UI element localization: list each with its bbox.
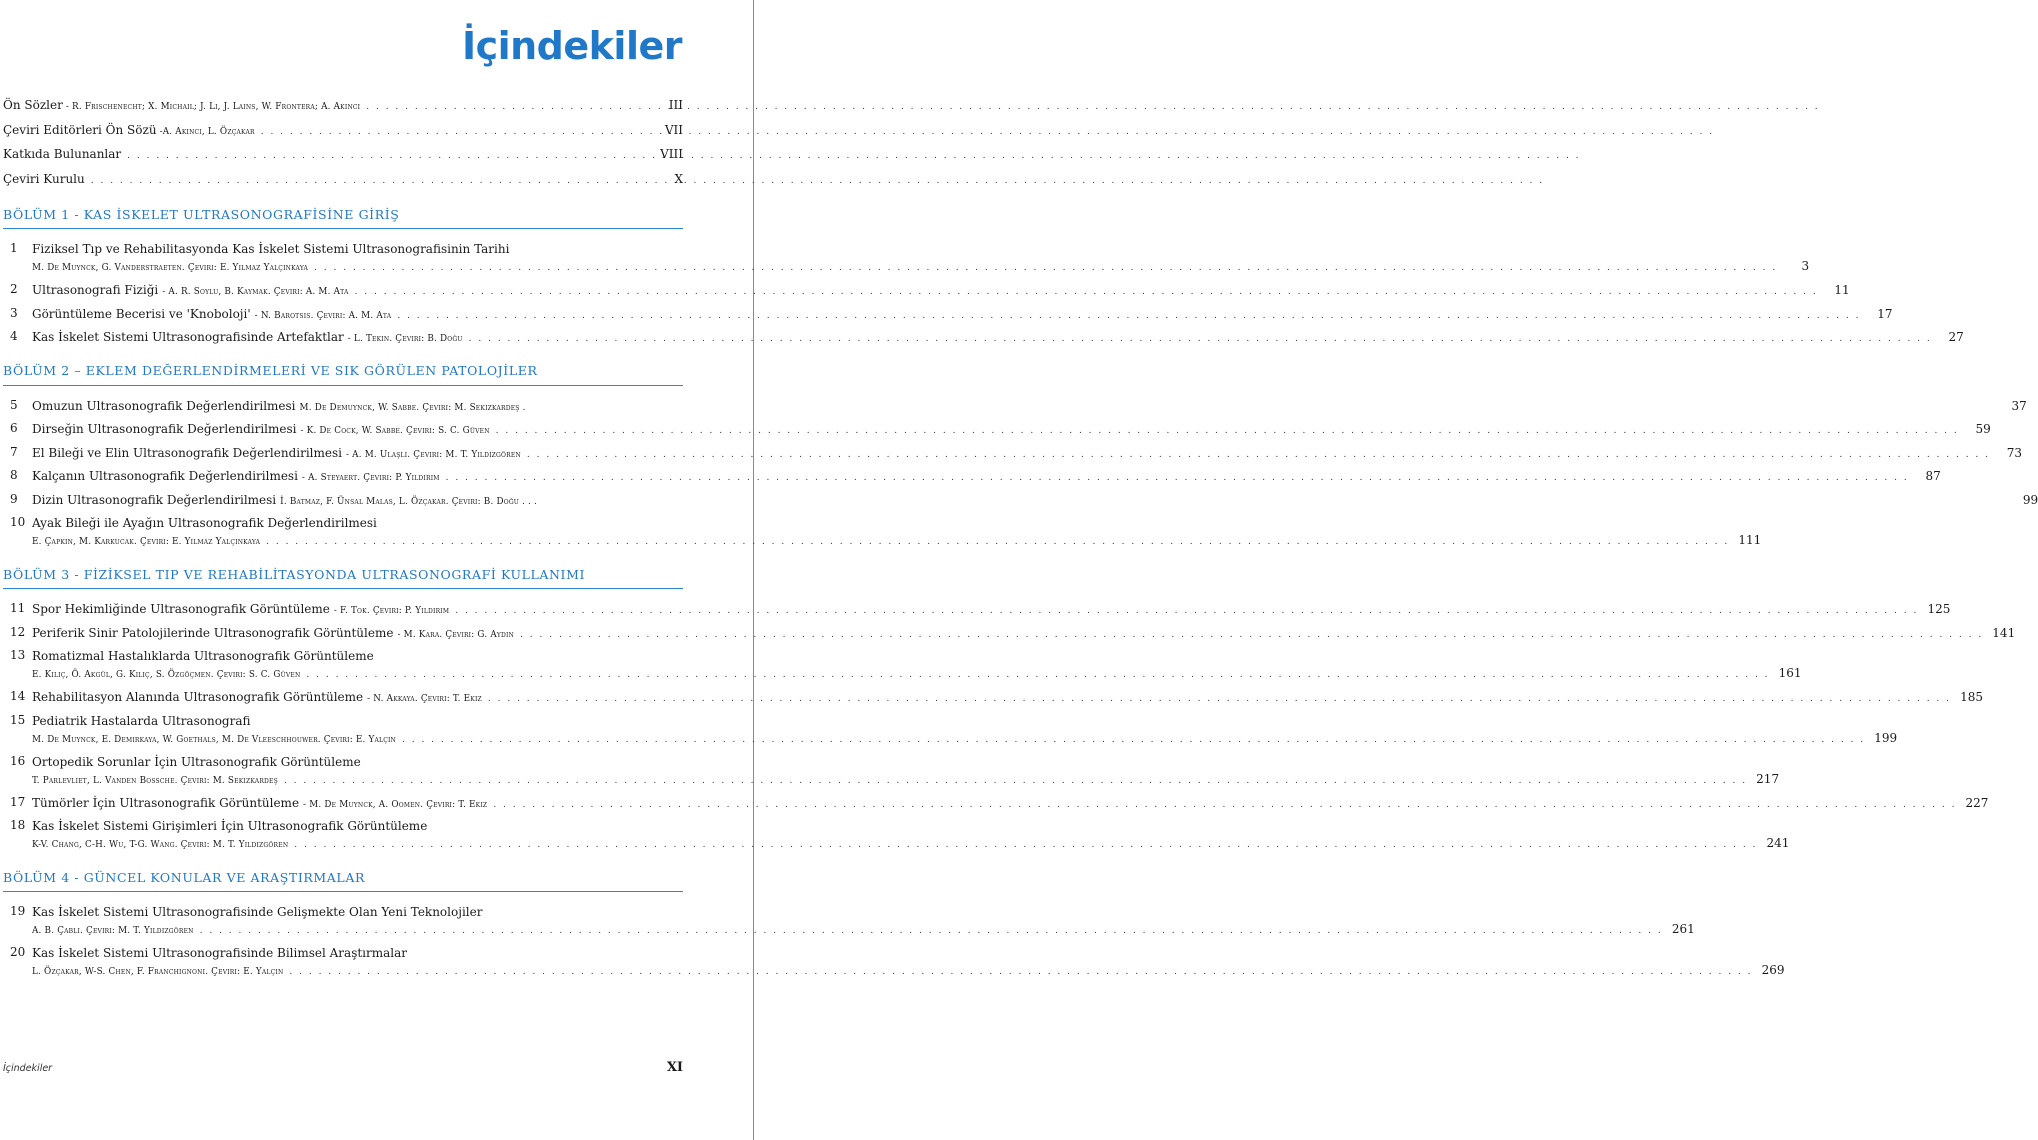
chapter-page: 217 — [1756, 771, 1780, 786]
chapter-page: 141 — [1992, 625, 2016, 640]
toc-chapter-11[interactable] — [10, 601, 1951, 625]
toc-front-matter-translation-preface[interactable] — [3, 123, 683, 148]
toc-chapter-2[interactable] — [10, 282, 1850, 306]
toc-chapter-14[interactable] — [10, 689, 1984, 713]
toc-chapter-16[interactable] — [10, 753, 1780, 795]
leader-dots — [496, 423, 1959, 439]
chapter-page: 227 — [1965, 795, 1989, 810]
entry-page: VIII — [660, 147, 683, 161]
leader-dots — [91, 174, 653, 189]
toc-chapter-6[interactable] — [10, 421, 1991, 445]
leader-dots — [355, 284, 1818, 300]
chapter-number: 9 — [10, 491, 18, 506]
chapter-authors: A. B. Çablı. Çeviri: M. T. Yıldızgören — [32, 926, 194, 936]
chapter-number: 10 — [10, 515, 26, 529]
chapter-page: 111 — [1738, 533, 1762, 547]
chapter-number: 3 — [10, 305, 18, 320]
chapter-title: Spor Hekimliğinde Ultrasonografik Görüntüleme — [32, 602, 330, 616]
chapter-page: 17 — [1877, 306, 1893, 321]
chapter-title: Ayak Bileği ile Ayağın Ultrasonografik Değerlendirilmesi — [32, 516, 377, 530]
leader-dots — [366, 100, 653, 115]
leader-dots — [397, 308, 1860, 324]
chapter-number: 20 — [10, 945, 26, 959]
leader-dots — [284, 772, 1747, 790]
chapter-authors: - A. M. Ulaşlı. Çeviri: M. T. Yıldızgören — [346, 449, 521, 460]
toc-chapter-18[interactable] — [10, 818, 1790, 859]
toc-chapter-13[interactable] — [10, 648, 1802, 689]
chapter-number: 8 — [10, 468, 18, 482]
toc-chapter-20[interactable] — [10, 945, 1785, 986]
chapter-title: Tümörler İçin Ultrasonografik Görüntüleme — [32, 795, 300, 810]
chapter-title: Fiziksel Tıp ve Rehabilitasyonda Kas İskelet Sistemi Ultrasonografisinin Tarihi — [32, 242, 510, 256]
entry-title: Çeviri Editörleri Ön Sözü — [3, 122, 157, 137]
entry-authors: - R. Frischenecht; X. Michail; J. Li, J. Lains, W. Frontera; A. Akıncı — [65, 102, 361, 112]
chapter-page: 59 — [1975, 422, 1991, 436]
toc-front-matter-preface[interactable] — [3, 98, 683, 123]
chapter-page: 73 — [2006, 445, 2023, 460]
chapter-authors: - A. R. Soylu, B. Kaymak. Çeviri: A. M. Ata — [162, 287, 349, 297]
chapter-number: 4 — [10, 329, 18, 343]
chapter-page: 27 — [1948, 330, 1964, 344]
leader-dots — [527, 447, 1990, 463]
toc-chapter-3[interactable] — [10, 305, 1893, 330]
chapter-page: 11 — [1834, 283, 1850, 297]
chapter-page: 37 — [2011, 398, 2027, 413]
running-footer-title: İçindekiler — [3, 1063, 53, 1074]
chapter-authors: K-V. Chang, C-H. Wu, T-G. Wang. Çeviri: M. T. Yıldızgören — [32, 840, 289, 850]
leader-dots — [289, 963, 1752, 981]
chapter-number: 19 — [10, 904, 26, 918]
leader-dots — [306, 666, 1769, 684]
chapter-title: Ultrasonografi Fiziği — [32, 283, 159, 297]
entry-page: X — [674, 171, 683, 186]
chapter-authors: - N. Akkaya. Çeviri: T. Ekiz — [367, 694, 482, 704]
chapter-title: Ortopedik Sorunlar İçin Ultrasonografik Görüntüleme — [32, 754, 361, 769]
toc-chapter-7[interactable] — [10, 444, 2023, 469]
leader-dots — [493, 797, 1956, 813]
chapter-page: 199 — [1874, 730, 1898, 745]
chapter-number: 15 — [10, 712, 26, 727]
section-heading-2[interactable]: BÖLÜM 2 – EKLEM DEĞERLENDİRMELERİ VE SIK GÖRÜLEN PATOLOJİLER — [3, 357, 683, 386]
section-heading-3[interactable]: BÖLÜM 3 - FİZİKSEL TIP VE REHABİLİTASYONDA ULTRASONOGRAFİ KULLANIMI — [3, 560, 683, 589]
chapter-page: 99 — [2022, 492, 2038, 507]
leader-dots — [402, 731, 1865, 749]
toc-chapter-15[interactable] — [10, 712, 1898, 754]
entry-page: VII — [664, 122, 683, 137]
chapter-title: Rehabilitasyon Alanında Ultrasonografik Görüntüleme — [32, 690, 364, 704]
leader-dots — [520, 627, 1983, 643]
chapter-title: Romatizmal Hastalıklarda Ultrasonografik Görüntüleme — [32, 649, 374, 663]
chapter-title: Kas İskelet Sistemi Ultrasonografisinde Bilimsel Araştırmalar — [32, 946, 408, 960]
leader-dots — [314, 259, 1777, 277]
leader-dots — [446, 470, 1909, 486]
toc-chapter-17[interactable] — [10, 794, 1989, 819]
chapter-title: Kas İskelet Sistemi Girişimleri İçin Ultrasonografik Görüntüleme — [32, 819, 428, 833]
chapter-authors: İ. Batmaz, F. Ünsal Malas, L. Özçakar. Çeviri: B. Doğu . . . — [280, 496, 538, 507]
leader-dots — [455, 603, 1918, 619]
chapter-number: 5 — [10, 397, 18, 412]
chapter-authors: - A. Steyaert. Çeviri: P. Yıldırım — [301, 473, 440, 483]
chapter-title: Kas İskelet Sistemi Ultrasonografisinde Gelişmekte Olan Yeni Teknolojiler — [32, 905, 483, 919]
leader-dots — [261, 125, 653, 140]
chapter-authors: M. De Muynck, E. Demirkaya, W. Goethals, M. De Vleeschhouwer. Çeviri: E. Yalçın — [32, 734, 397, 745]
toc-chapter-8[interactable] — [10, 468, 1941, 492]
leader-dots — [200, 922, 1663, 940]
chapter-title: Pediatrik Hastalarda Ultrasonografi — [32, 713, 251, 728]
chapter-page: 269 — [1761, 963, 1785, 977]
toc-chapter-12[interactable] — [10, 624, 2016, 649]
chapter-authors: E. Kılıç, Ö. Akgül, G. Kılıç, S. Özgöçmen. Çeviri: S. C. Güven — [32, 670, 301, 680]
chapter-page: 261 — [1671, 922, 1695, 936]
chapter-number: 2 — [10, 282, 18, 296]
chapter-title: Periferik Sinir Patolojilerinde Ultrasonografik Görüntüleme — [32, 625, 394, 640]
section-heading-1[interactable]: BÖLÜM 1 - KAS İSKELET ULTRASONOGRAFİSİNE GİRİŞ — [3, 200, 683, 229]
chapter-authors: - F. Tok. Çeviri: P. Yıldırım — [333, 606, 450, 616]
chapter-page: 185 — [1960, 690, 1984, 704]
chapter-number: 11 — [10, 601, 26, 615]
table-of-contents — [3, 98, 2038, 986]
leader-dots — [488, 691, 1951, 707]
toc-chapter-5[interactable] — [10, 397, 2027, 422]
toc-chapter-19[interactable] — [10, 904, 1695, 945]
section-heading-4[interactable]: BÖLÜM 4 - GÜNCEL KONULAR VE ARAŞTIRMALAR — [3, 863, 683, 892]
chapter-number: 17 — [10, 794, 26, 809]
entry-title: Katkıda Bulunanlar — [3, 147, 122, 161]
chapter-number: 18 — [10, 818, 26, 832]
toc-front-matter-translation-board[interactable] — [3, 172, 683, 197]
chapter-number: 13 — [10, 648, 26, 662]
chapter-title: El Bileği ve Elin Ultrasonografik Değerlendirilmesi — [32, 445, 342, 460]
leader-dots — [266, 533, 1729, 551]
leader-dots — [294, 836, 1757, 854]
chapter-page: 3 — [1801, 259, 1810, 273]
chapter-number: 16 — [10, 753, 26, 768]
chapter-authors: M. De Muynck, G. Vanderstraeten. Çeviri: E. Yılmaz Yalçınkaya — [32, 263, 309, 273]
chapter-number: 12 — [10, 624, 26, 639]
chapter-authors: - L. Tekin. Çeviri: B. Doğu — [347, 334, 463, 344]
leader-dots — [127, 149, 653, 164]
toc-chapter-4[interactable] — [10, 329, 1964, 353]
chapter-number: 14 — [10, 689, 26, 703]
entry-page: III — [668, 98, 683, 112]
chapter-page: 241 — [1766, 836, 1790, 850]
chapter-authors: E. Çapkın, M. Karkucak. Çeviri: E. Yılmaz Yalçınkaya — [32, 537, 261, 547]
chapter-authors: - N. Barotsis. Çeviri: A. M. Ata — [254, 310, 392, 321]
chapter-title: Kalçanın Ultrasonografik Değerlendirilmesi — [32, 469, 298, 483]
chapter-authors: - M. De Muynck, A. Oomen. Çeviri: T. Ekiz — [303, 799, 488, 810]
toc-front-matter-contributors[interactable] — [3, 147, 683, 172]
toc-chapter-10[interactable] — [10, 515, 1762, 556]
chapter-authors: T. Parlevliet, L. Vanden Bossche. Çeviri: M. Sekizkardeş — [32, 775, 278, 786]
entry-title: Çeviri Kurulu — [3, 171, 85, 186]
chapter-authors: L. Özçakar, W-S. Chen, F. Franchignoni. Çeviri: E. Yalçın — [32, 967, 284, 977]
chapter-title: Omuzun Ultrasonografik Değerlendirilmesi — [32, 398, 296, 413]
page-footer — [3, 1060, 683, 1075]
chapter-page: 161 — [1778, 666, 1802, 680]
chapter-page: 125 — [1927, 602, 1951, 616]
toc-chapter-1[interactable] — [10, 241, 1810, 282]
chapter-page: 87 — [1925, 469, 1941, 483]
chapter-title: Kas İskelet Sistemi Ultrasonografisinde Artefaktlar — [32, 330, 344, 344]
chapter-authors: - K. De Cock, W. Sabbe. Çeviri: S. C. Güven — [300, 426, 490, 436]
chapter-number: 7 — [10, 444, 18, 459]
page-title: İçindekiler — [461, 24, 682, 68]
chapter-title: Dirseğin Ultrasonografik Değerlendirilmesi — [32, 422, 297, 436]
chapter-number: 1 — [10, 241, 18, 255]
entry-authors: -A. Akıncı, L. Özçakar — [159, 126, 255, 137]
toc-chapter-9[interactable] — [10, 491, 2038, 516]
chapter-number: 6 — [10, 421, 18, 435]
chapter-title: Görüntüleme Becerisi ve 'Knoboloji' — [32, 306, 251, 321]
chapter-authors: M. De Demuynck, W. Sabbe. Çeviri: M. Sekizkardeş . — [299, 402, 526, 413]
page-number: XI — [666, 1060, 683, 1075]
chapter-authors: - M. Kara. Çeviri: G. Aydın — [397, 629, 515, 640]
chapter-title: Dizin Ultrasonografik Değerlendirilmesi — [32, 492, 277, 507]
entry-title: Ön Sözler — [3, 98, 63, 112]
leader-dots — [469, 331, 1932, 347]
